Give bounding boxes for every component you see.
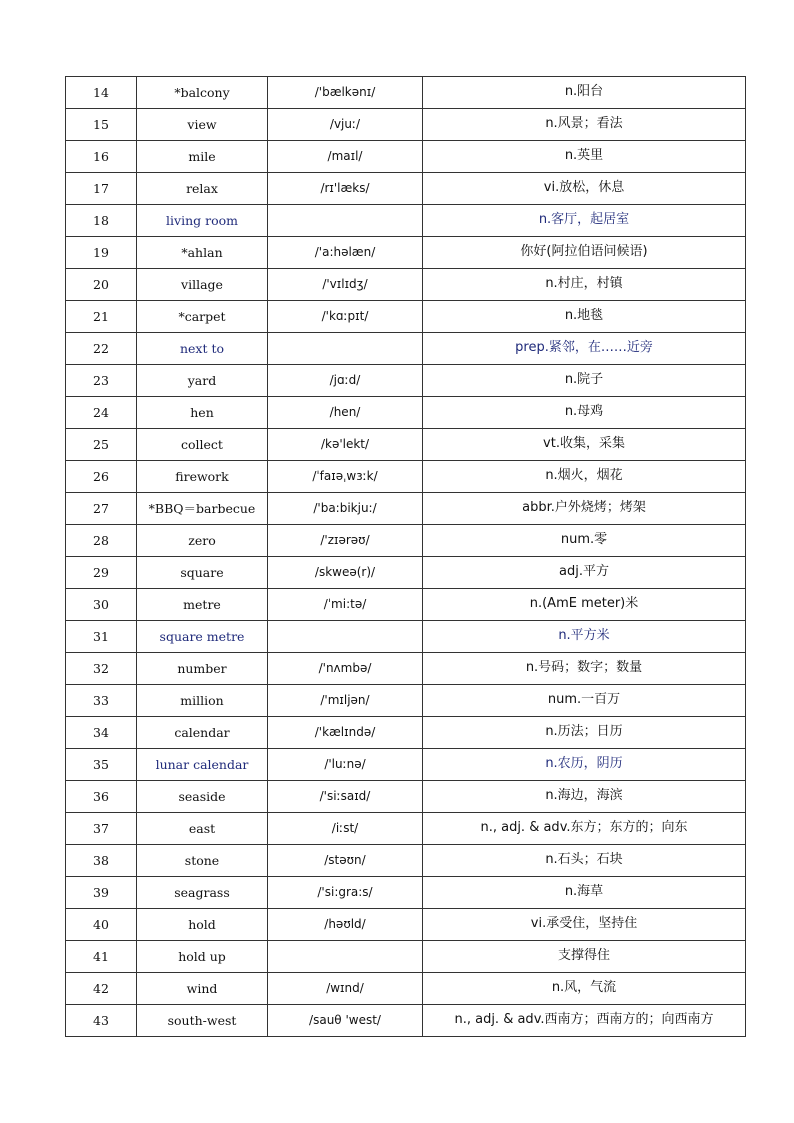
meaning-cell: prep.紧邻，在……近旁 xyxy=(423,333,746,365)
meaning-cell: vt.收集，采集 xyxy=(423,429,746,461)
phonetic-cell: /ˈfaɪəˌwɜːk/ xyxy=(268,461,423,493)
phonetic-cell: /skweə(r)/ xyxy=(268,557,423,589)
phonetic-cell: /vjuː/ xyxy=(268,109,423,141)
table-row xyxy=(66,525,746,557)
meaning-cell: vi.放松，休息 xyxy=(423,173,746,205)
meaning-cell: 支撑得住 xyxy=(423,941,746,973)
row-number-cell: 18 xyxy=(66,205,137,237)
phonetic-cell: /wɪnd/ xyxy=(268,973,423,1005)
meaning-cell: n.英里 xyxy=(423,141,746,173)
row-number-cell: 20 xyxy=(66,269,137,301)
row-number-cell: 30 xyxy=(66,589,137,621)
table-row xyxy=(66,749,746,781)
word-cell: calendar xyxy=(137,717,268,749)
phonetic-cell: /'kælɪndə/ xyxy=(268,717,423,749)
table-row xyxy=(66,173,746,205)
row-number-cell: 29 xyxy=(66,557,137,589)
phonetic-cell xyxy=(268,621,423,653)
word-cell: hen xyxy=(137,397,268,429)
phonetic-cell: /'a:həlæn/ xyxy=(268,237,423,269)
table-row xyxy=(66,589,746,621)
row-number-cell: 41 xyxy=(66,941,137,973)
meaning-cell: n.阳台 xyxy=(423,77,746,109)
table-row xyxy=(66,269,746,301)
phonetic-cell xyxy=(268,941,423,973)
word-cell: *balcony xyxy=(137,77,268,109)
meaning-cell: n., adj. & adv.西南方；西南方的；向西南方 xyxy=(423,1005,746,1037)
word-cell: metre xyxy=(137,589,268,621)
table-row xyxy=(66,877,746,909)
word-cell: east xyxy=(137,813,268,845)
table-row xyxy=(66,941,746,973)
meaning-cell: n.母鸡 xyxy=(423,397,746,429)
table-row xyxy=(66,717,746,749)
meaning-cell: n.风，气流 xyxy=(423,973,746,1005)
row-number-cell: 39 xyxy=(66,877,137,909)
meaning-cell: n.烟火，烟花 xyxy=(423,461,746,493)
meaning-cell: n.石头；石块 xyxy=(423,845,746,877)
word-cell: hold up xyxy=(137,941,268,973)
meaning-cell: n.(AmE meter)米 xyxy=(423,589,746,621)
meaning-cell: 你好(阿拉伯语问候语) xyxy=(423,237,746,269)
row-number-cell: 35 xyxy=(66,749,137,781)
table-row xyxy=(66,141,746,173)
word-cell: living room xyxy=(137,205,268,237)
table-row xyxy=(66,653,746,685)
table-row xyxy=(66,973,746,1005)
phonetic-cell: /'zɪərəʊ/ xyxy=(268,525,423,557)
meaning-cell: n.院子 xyxy=(423,365,746,397)
word-cell: million xyxy=(137,685,268,717)
meaning-cell: n.号码；数字；数量 xyxy=(423,653,746,685)
table-row xyxy=(66,77,746,109)
phonetic-cell: /'vɪlɪdʒ/ xyxy=(268,269,423,301)
table-row xyxy=(66,1005,746,1037)
phonetic-cell: /'bælkənɪ/ xyxy=(268,77,423,109)
row-number-cell: 36 xyxy=(66,781,137,813)
word-cell: stone xyxy=(137,845,268,877)
word-cell: collect xyxy=(137,429,268,461)
word-cell: seagrass xyxy=(137,877,268,909)
table-row xyxy=(66,301,746,333)
row-number-cell: 27 xyxy=(66,493,137,525)
row-number-cell: 24 xyxy=(66,397,137,429)
row-number-cell: 25 xyxy=(66,429,137,461)
word-cell: number xyxy=(137,653,268,685)
phonetic-cell: /'ba:bikju:/ xyxy=(268,493,423,525)
row-number-cell: 15 xyxy=(66,109,137,141)
word-cell: *carpet xyxy=(137,301,268,333)
phonetic-cell: /hen/ xyxy=(268,397,423,429)
word-cell: south-west xyxy=(137,1005,268,1037)
table-row xyxy=(66,685,746,717)
word-cell: mile xyxy=(137,141,268,173)
word-cell: firework xyxy=(137,461,268,493)
row-number-cell: 33 xyxy=(66,685,137,717)
phonetic-cell: /kə'lekt/ xyxy=(268,429,423,461)
meaning-cell: n.海草 xyxy=(423,877,746,909)
word-cell: *ahlan xyxy=(137,237,268,269)
phonetic-cell: /'luːnə/ xyxy=(268,749,423,781)
row-number-cell: 42 xyxy=(66,973,137,1005)
table-row xyxy=(66,333,746,365)
row-number-cell: 23 xyxy=(66,365,137,397)
row-number-cell: 26 xyxy=(66,461,137,493)
table-row xyxy=(66,493,746,525)
row-number-cell: 34 xyxy=(66,717,137,749)
word-cell: next to xyxy=(137,333,268,365)
phonetic-cell: /'siːsaɪd/ xyxy=(268,781,423,813)
table-row xyxy=(66,621,746,653)
row-number-cell: 37 xyxy=(66,813,137,845)
phonetic-cell: /iːst/ xyxy=(268,813,423,845)
word-cell: relax xyxy=(137,173,268,205)
row-number-cell: 38 xyxy=(66,845,137,877)
table-row xyxy=(66,429,746,461)
word-cell: square xyxy=(137,557,268,589)
word-cell: *BBQ＝barbecue xyxy=(137,493,268,525)
meaning-cell: n., adj. & adv.东方；东方的；向东 xyxy=(423,813,746,845)
meaning-cell: num.零 xyxy=(423,525,746,557)
word-cell: view xyxy=(137,109,268,141)
phonetic-cell: /sauθ 'west/ xyxy=(268,1005,423,1037)
phonetic-cell: /ˈmi:tə/ xyxy=(268,589,423,621)
phonetic-cell: /'kɑːpɪt/ xyxy=(268,301,423,333)
row-number-cell: 31 xyxy=(66,621,137,653)
table-row xyxy=(66,365,746,397)
meaning-cell: n.村庄，村镇 xyxy=(423,269,746,301)
vocabulary-table-body xyxy=(66,77,746,1037)
table-row xyxy=(66,813,746,845)
meaning-cell: n.地毯 xyxy=(423,301,746,333)
phonetic-cell: /'nʌmbə/ xyxy=(268,653,423,685)
row-number-cell: 28 xyxy=(66,525,137,557)
row-number-cell: 16 xyxy=(66,141,137,173)
phonetic-cell: /stəʊn/ xyxy=(268,845,423,877)
meaning-cell: n.海边，海滨 xyxy=(423,781,746,813)
meaning-cell: n.平方米 xyxy=(423,621,746,653)
table-row xyxy=(66,845,746,877)
table-row xyxy=(66,397,746,429)
phonetic-cell: /'mɪljən/ xyxy=(268,685,423,717)
phonetic-cell: /həʊld/ xyxy=(268,909,423,941)
row-number-cell: 19 xyxy=(66,237,137,269)
meaning-cell: n.客厅，起居室 xyxy=(423,205,746,237)
meaning-cell: adj.平方 xyxy=(423,557,746,589)
word-cell: yard xyxy=(137,365,268,397)
phonetic-cell: /jɑːd/ xyxy=(268,365,423,397)
phonetic-cell xyxy=(268,333,423,365)
meaning-cell: vi.承受住，坚持住 xyxy=(423,909,746,941)
table-row xyxy=(66,557,746,589)
row-number-cell: 17 xyxy=(66,173,137,205)
row-number-cell: 14 xyxy=(66,77,137,109)
meaning-cell: n.风景；看法 xyxy=(423,109,746,141)
word-cell: village xyxy=(137,269,268,301)
word-cell: seaside xyxy=(137,781,268,813)
row-number-cell: 32 xyxy=(66,653,137,685)
meaning-cell: n.历法；日历 xyxy=(423,717,746,749)
row-number-cell: 40 xyxy=(66,909,137,941)
word-cell: hold xyxy=(137,909,268,941)
row-number-cell: 43 xyxy=(66,1005,137,1037)
row-number-cell: 22 xyxy=(66,333,137,365)
phonetic-cell xyxy=(268,205,423,237)
table-row xyxy=(66,205,746,237)
table-row xyxy=(66,109,746,141)
phonetic-cell: /'si:gra:s/ xyxy=(268,877,423,909)
row-number-cell: 21 xyxy=(66,301,137,333)
table-row xyxy=(66,909,746,941)
meaning-cell: n.农历，阴历 xyxy=(423,749,746,781)
vocabulary-table xyxy=(65,76,746,1037)
meaning-cell: num.一百万 xyxy=(423,685,746,717)
table-row xyxy=(66,237,746,269)
word-cell: lunar calendar xyxy=(137,749,268,781)
meaning-cell: abbr.户外烧烤；烤架 xyxy=(423,493,746,525)
word-cell: square metre xyxy=(137,621,268,653)
table-row xyxy=(66,461,746,493)
table-row xyxy=(66,781,746,813)
word-cell: wind xyxy=(137,973,268,1005)
phonetic-cell: /maɪl/ xyxy=(268,141,423,173)
phonetic-cell: /rɪ'læks/ xyxy=(268,173,423,205)
word-cell: zero xyxy=(137,525,268,557)
